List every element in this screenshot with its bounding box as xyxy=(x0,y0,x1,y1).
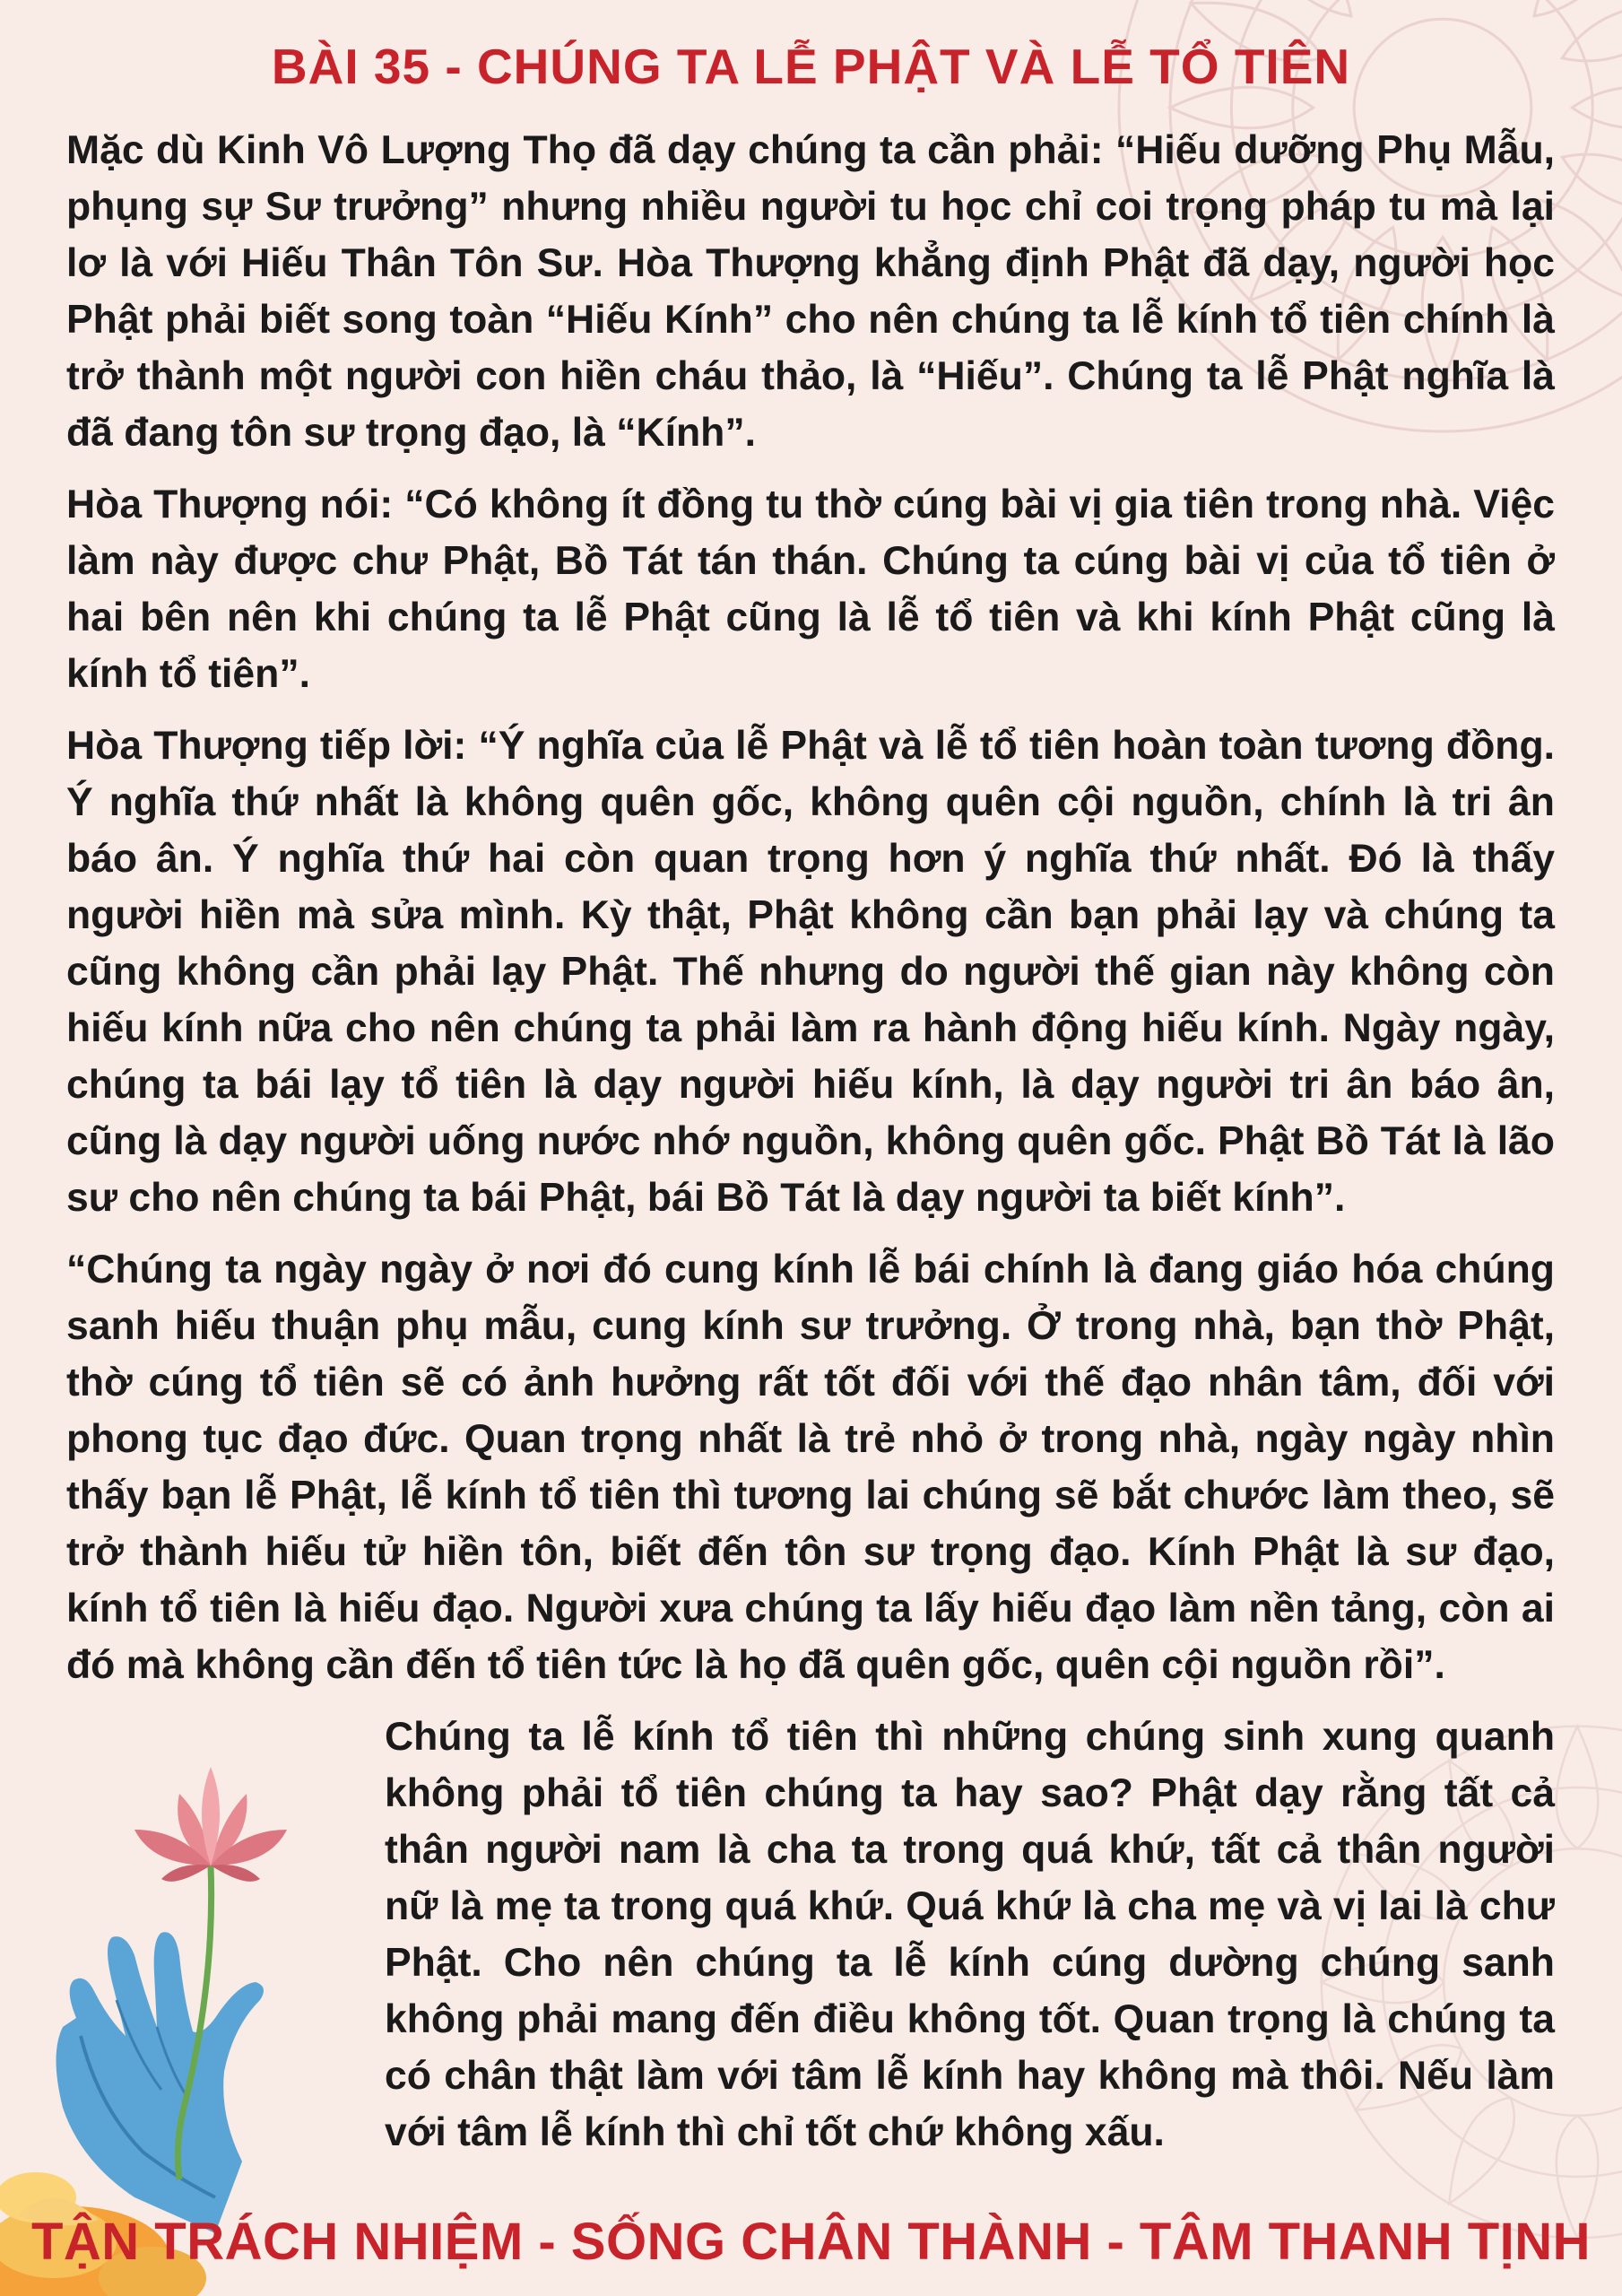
paragraph-quote-2: Hòa Thượng tiếp lời: “Ý nghĩa của lễ Phật và lễ tổ tiên hoàn toàn tương đồng. Ý nghĩa thứ nhất là không quên gốc, không quên cội nguồn, chính là tri ân báo ân. Ý nghĩa thứ hai còn quan trọng hơn ý nghĩa thứ nhất. Đó là thấy người hiền mà sửa mình. Kỳ thật, Phật không cần bạn phải lạy và chúng ta cũng không cần phải lạy Phật. Thế nhưng do người thế gian này không còn hiếu kính nữa cho nên chúng ta phải làm ra hành động hiếu kính. Ngày ngày, chúng ta bái lạy tổ tiên là dạy người hiếu kính, là dạy người tri ân báo ân, cũng là dạy người uống nước nhớ nguồn, không quên gốc. Phật Bồ Tát là lão sư cho nên chúng ta bái Phật, bái Bồ Tát là dạy người ta biết kính”. xyxy=(66,724,1555,1220)
blue-hand xyxy=(56,1932,265,2233)
footer-slogan: TẬN TRÁCH NHIỆM - SỐNG CHÂN THÀNH - TÂM THANH TỊNH xyxy=(30,2213,1592,2271)
paragraph-closing: Chúng ta lễ kính tổ tiên thì những chúng sinh xung quanh không phải tổ tiên chúng ta hay sao? Phật dạy rằng tất cả thân người nam là cha ta trong quá khứ, tất cả thân người nữ là mẹ ta trong quá khứ. Quá khứ là cha mẹ và vị lai là chư Phật. Cho nên chúng ta lễ kính cúng dường chúng sanh không phải mang đến điều không tốt. Quan trọng là chúng ta có chân thật làm với tâm lễ kính hay không mà thôi. Nếu làm với tâm lễ kính thì chỉ tốt chứ không xấu. xyxy=(385,1715,1555,2154)
paragraph-intro: Mặc dù Kinh Vô Lượng Thọ đã dạy chúng ta cần phải: “Hiếu dưỡng Phụ Mẫu, phụng sự Sư trưởng” nhưng nhiều người tu học chỉ coi trọng pháp tu mà lại lơ là với Hiếu Thân Tôn Sư. Hòa Thượng khẳng định Phật đã dạy, người học Phật phải biết song toàn “Hiếu Kính” cho nên chúng ta lễ kính tổ tiên chính là trở thành một người con hiền cháu thảo, là “Hiếu”. Chúng ta lễ Phật nghĩa là đã đang tôn sư trọng đạo, là “Kính”. xyxy=(66,128,1555,455)
paragraph-quote-1: Hòa Thượng nói: “Có không ít đồng tu thờ cúng bài vị gia tiên trong nhà. Việc làm này được chư Phật, Bồ Tát tán thán. Chúng ta cúng bài vị của tổ tiên ở hai bên nên khi chúng ta lễ Phật cũng là lễ tổ tiên và khi kính Phật cũng là kính tổ tiên”. xyxy=(66,483,1555,696)
paragraph-quote-3: “Chúng ta ngày ngày ở nơi đó cung kính lễ bái chính là đang giáo hóa chúng sanh hiếu thuận phụ mẫu, cung kính sư trưởng. Ở trong nhà, bạn thờ Phật, thờ cúng tổ tiên sẽ có ảnh hưởng rất tốt đối với thế đạo nhân tâm, đối với phong tục đạo đức. Quan trọng nhất là trẻ nhỏ ở trong nhà, ngày ngày nhìn thấy bạn lễ Phật, lễ kính tổ tiên thì tương lai chúng sẽ bắt chước làm theo, sẽ trở thành hiếu tử hiền tôn, biết đến tôn sư trọng đạo. Kính Phật là sư đạo, kính tổ tiên là hiếu đạo. Người xưa chúng ta lấy hiếu đạo làm nền tảng, còn ai đó mà không cần đến tổ tiên tức là họ đã quên gốc, quên cội nguồn rồi”. xyxy=(66,1248,1555,1687)
page-title: BÀI 35 - CHÚNG TA LỄ PHẬT VÀ LỄ TỔ TIÊN xyxy=(271,39,1351,94)
pink-lotus xyxy=(134,1767,287,1882)
